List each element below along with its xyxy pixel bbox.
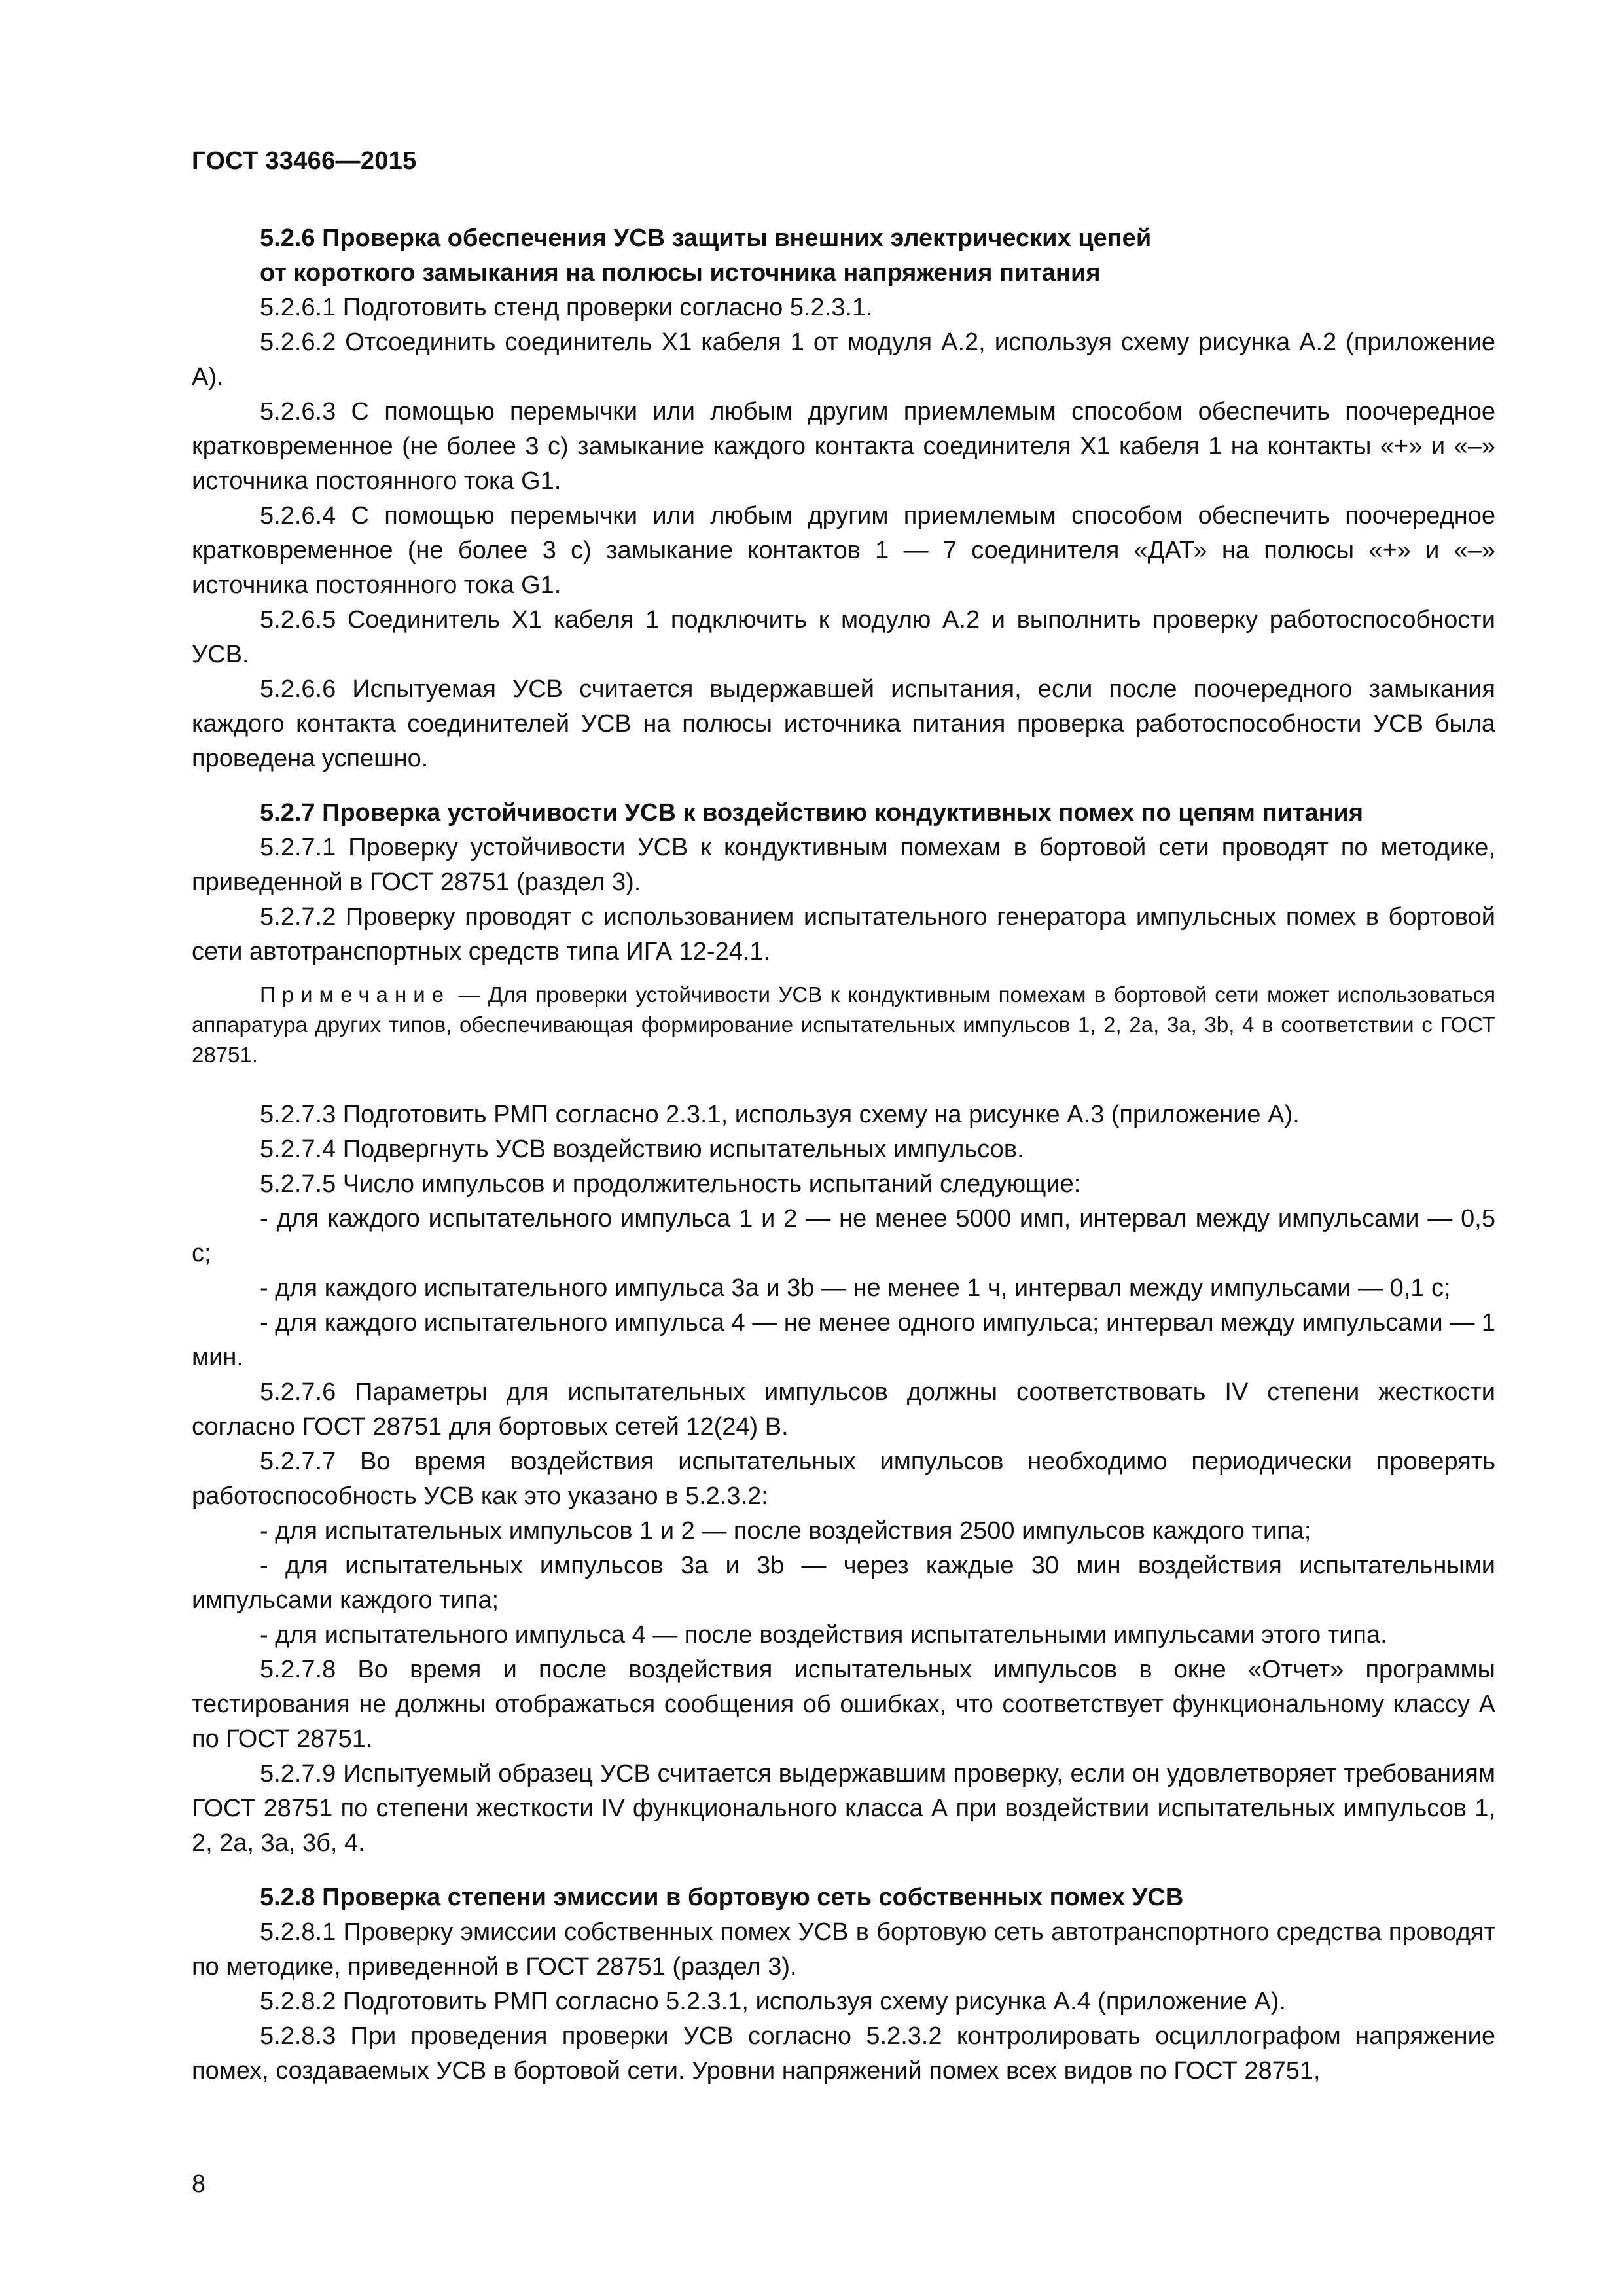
paragraph-5-2-7-9: 5.2.7.9 Испытуемый образец УСВ считается выдержавшим проверку, если он удовлетворяет требованиям ГОСТ 28751 по степени жесткости IV функционального класса А при воздействии испытательных импульсов 1, 2, 2а, 3а, 3б, 4.	[192, 1760, 1495, 1857]
paragraph-5-2-6-6: 5.2.6.6 Испытуемая УСВ считается выдержавшей испытания, если после поочередного замыкания каждого контакта соединителей УСВ на полюсы источника питания проверка работоспособности УСВ была проведена успешно.	[192, 675, 1495, 772]
paragraph-5-2-7-3: 5.2.7.3 Подготовить РМП согласно 2.3.1, используя схему на рисунке А.3 (приложение А).	[260, 1101, 1300, 1128]
paragraph-5-2-6-5: 5.2.6.5 Соединитель Х1 кабеля 1 подключить к модулю А.2 и выполнить проверку работоспособности УСВ.	[192, 606, 1495, 668]
note-text: — Для проверки устойчивости УСВ к кондуктивным помехам в бортовой сети может использоваться аппаратура других типов, обеспечивающая формирование испытательных импульсов 1, 2, 2а, 3а, 3b, 4 в соответствии с ГОСТ 28751.	[192, 982, 1495, 1067]
list-item-check-1-2: - для испытательных импульсов 1 и 2 — после воздействия 2500 импульсов каждого типа;	[260, 1517, 1311, 1545]
paragraph-5-2-7-5: 5.2.7.5 Число импульсов и продолжительность испытаний следующие:	[260, 1170, 1081, 1198]
page-number: 8	[192, 2170, 206, 2198]
list-item-check-4: - для испытательного импульса 4 — после воздействия испытательными импульсами этого типа.	[260, 1621, 1387, 1649]
note	[192, 980, 1495, 1070]
note-label: Примечание	[260, 982, 451, 1007]
paragraph-5-2-8-1: 5.2.8.1 Проверку эмиссии собственных помех УСВ в бортовую сеть автотранспортного средства проводят по методике, приведенной в ГОСТ 28751 (раздел 3).	[192, 1918, 1495, 1981]
paragraph-5-2-7-8: 5.2.7.8 Во время и после воздействия испытательных импульсов в окне «Отчет» программы тестирования не должны отображаться сообщения об ошибках, что соответствует функциональному классу А по ГОСТ 28751.	[192, 1656, 1495, 1753]
paragraph-5-2-8-3: 5.2.8.3 При проведения проверки УСВ согласно 5.2.3.2 контролировать осциллографом напряжение помех, создаваемых УСВ в бортовой сети. Уровни напряжений помех всех видов по ГОСТ 28751,	[192, 2022, 1495, 2085]
paragraph-5-2-6-3: 5.2.6.3 С помощью перемычки или любым другим приемлемым способом обеспечить поочередное кратковременное (не более 3 с) замыкание каждого контакта соединителя Х1 кабеля 1 на контакты «+» и «–» источника постоянного тока G1.	[192, 398, 1495, 495]
paragraph-5-2-7-1: 5.2.7.1 Проверку устойчивости УСВ к кондуктивным помехам в бортовой сети проводят по методике, приведенной в ГОСТ 28751 (раздел 3).	[192, 834, 1495, 896]
paragraph-5-2-6-2: 5.2.6.2 Отсоединить соединитель Х1 кабеля 1 от модуля А.2, используя схему рисунка А.2 (приложение А).	[192, 329, 1495, 391]
paragraph-5-2-8-2: 5.2.8.2 Подготовить РМП согласно 5.2.3.1, используя схему рисунка А.4 (приложение А).	[260, 1988, 1287, 2015]
paragraph-5-2-6-4: 5.2.6.4 С помощью перемычки или любым другим приемлемым способом обеспечить поочередное кратковременное (не более 3 с) замыкание контактов 1 — 7 соединителя «ДАТ» на полюсы «+» и «–» источника постоянного тока G1.	[192, 502, 1495, 599]
paragraph-5-2-6-1: 5.2.6.1 Подготовить стенд проверки согласно 5.2.3.1.	[260, 294, 873, 321]
section-heading-5-2-7: 5.2.7 Проверка устойчивости УСВ к воздействию кондуктивных помех по цепям питания	[260, 799, 1364, 827]
paragraph-5-2-7-4: 5.2.7.4 Подвергнуть УСВ воздействию испытательных импульсов.	[260, 1136, 1024, 1163]
standard-header: ГОСТ 33466—2015	[192, 147, 417, 175]
paragraph-5-2-7-6: 5.2.7.6 Параметры для испытательных импульсов должны соответствовать IV степени жесткости согласно ГОСТ 28751 для бортовых сетей 12(24) В.	[192, 1378, 1495, 1441]
list-item-check-3a-3b: - для испытательных импульсов 3а и 3b — через каждые 30 мин воздействия испытательными импульсами каждого типа;	[192, 1552, 1495, 1614]
list-item-pulse-1-2: - для каждого испытательного импульса 1 и 2 — не менее 5000 имп, интервал между импульсами — 0,5 с;	[192, 1205, 1495, 1267]
section-heading-5-2-6-line1: 5.2.6 Проверка обеспечения УСВ защиты внешних электрических цепей	[260, 224, 1152, 252]
section-heading-5-2-6-line2: от короткого замыкания на полюсы источника напряжения питания	[260, 259, 1101, 287]
list-item-pulse-4: - для каждого испытательного импульса 4 — не менее одного импульса; интервал между импульсами — 1 мин.	[192, 1309, 1496, 1371]
section-heading-5-2-8: 5.2.8 Проверка степени эмиссии в бортовую сеть собственных помех УСВ	[260, 1884, 1184, 1911]
paragraph-5-2-7-7: 5.2.7.7 Во время воздействия испытательных импульсов необходимо периодически проверять работоспособность УСВ как это указано в 5.2.3.2:	[192, 1448, 1495, 1510]
list-item-pulse-3a-3b: - для каждого испытательного импульса 3а и 3b — не менее 1 ч, интервал между импульсами — 0,1 с;	[260, 1274, 1451, 1302]
paragraph-5-2-7-2: 5.2.7.2 Проверку проводят с использованием испытательного генератора импульсных помех в бортовой сети автотранспортных средств типа ИГА 12-24.1.	[192, 903, 1495, 965]
document-body	[192, 221, 1495, 2089]
